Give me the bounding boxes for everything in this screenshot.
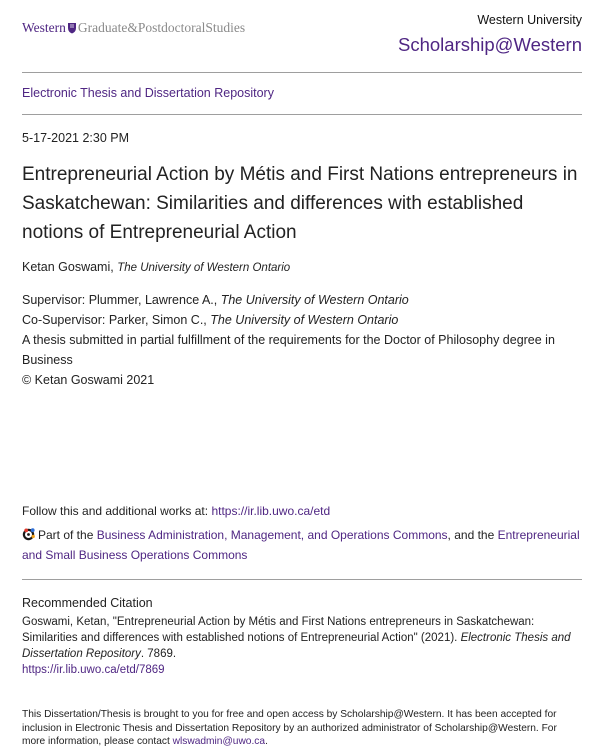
- citation-number: . 7869.: [140, 648, 177, 660]
- author-affiliation: The University of Western Ontario: [117, 262, 291, 274]
- cosupervisor-name: Co-Supervisor: Parker, Simon C.,: [22, 313, 207, 327]
- access-notice-end: .: [265, 736, 268, 747]
- citation-url-link[interactable]: https://ir.lib.uwo.ca/etd/7869: [22, 664, 165, 676]
- part-of-line: [22, 526, 587, 565]
- citation-body: Goswami, Ketan, "Entrepreneurial Action by Métis and First Nations entrepreneurs in Saskatchewan: Similarities and differences with established notions of Entrepreneurial Action" (2021).: [22, 616, 535, 644]
- thesis-title: Entrepreneurial Action by Métis and First Nations entrepreneurs in Saskatchewan: Similarities and differences with established notions of Entrepreneurial Action: [22, 164, 578, 243]
- logo-graduate-text: Graduate&PostdoctoralStudies: [77, 20, 246, 35]
- business-admin-commons-link[interactable]: Business Administration, Management, and Operations Commons: [96, 528, 448, 542]
- part-of-middle: , and the: [447, 528, 498, 542]
- logo-western-text: Western: [22, 20, 66, 35]
- entrepreneurial-commons-link[interactable]: Entrepreneurial and Small Business Operations Commons: [22, 528, 580, 562]
- access-notice: [22, 708, 582, 749]
- degree-statement: A thesis submitted in partial fulfillment of the requirements for the Doctor of Philosophy degree in Business: [22, 333, 555, 367]
- recommended-citation-heading: Recommended Citation: [22, 596, 153, 610]
- western-gps-logo[interactable]: [22, 20, 245, 36]
- part-of-prefix: Part of the: [38, 528, 97, 542]
- citation-text: [22, 614, 582, 678]
- institution-name: Western University: [477, 13, 582, 27]
- repository-link[interactable]: Electronic Thesis and Dissertation Repository: [22, 86, 274, 100]
- divider: [22, 114, 582, 115]
- contact-email-link[interactable]: wlswadmin@uwo.ca: [172, 736, 266, 747]
- divider: [22, 579, 582, 580]
- copyright-notice: © Ketan Goswami 2021: [22, 373, 155, 387]
- thesis-details: [22, 290, 582, 390]
- etd-collection-link[interactable]: https://ir.lib.uwo.ca/etd: [211, 504, 331, 518]
- citation-journal: Electronic Thesis and Dissertation Repository: [22, 632, 571, 660]
- cosupervisor-affiliation: The University of Western Ontario: [210, 313, 399, 327]
- cosupervisor-line: [22, 310, 582, 330]
- follow-line: [22, 504, 330, 518]
- crest-icon: [67, 22, 77, 34]
- supervisor-affiliation: The University of Western Ontario: [220, 293, 409, 307]
- publication-date: 5-17-2021 2:30 PM: [22, 131, 130, 145]
- document-page: [22, 0, 582, 750]
- access-notice-text: This Dissertation/Thesis is brought to you for free and open access by Scholarship@Western. It has been accepted for inclusion in Electronic Thesis and Dissertation Repository by an authorized administrator of Scholarship@Western. For more information, please contact: [22, 709, 557, 747]
- supervisor-line: [22, 290, 582, 310]
- supervisor-name: Supervisor: Plummer, Lawrence A.,: [22, 293, 218, 307]
- follow-text: Follow this and additional works at:: [22, 504, 212, 518]
- divider: [22, 72, 582, 73]
- network-icon: [22, 527, 36, 541]
- author-line: [22, 260, 290, 274]
- author-name: Ketan Goswami,: [22, 260, 114, 274]
- site-name-link[interactable]: Scholarship@Western: [398, 34, 582, 55]
